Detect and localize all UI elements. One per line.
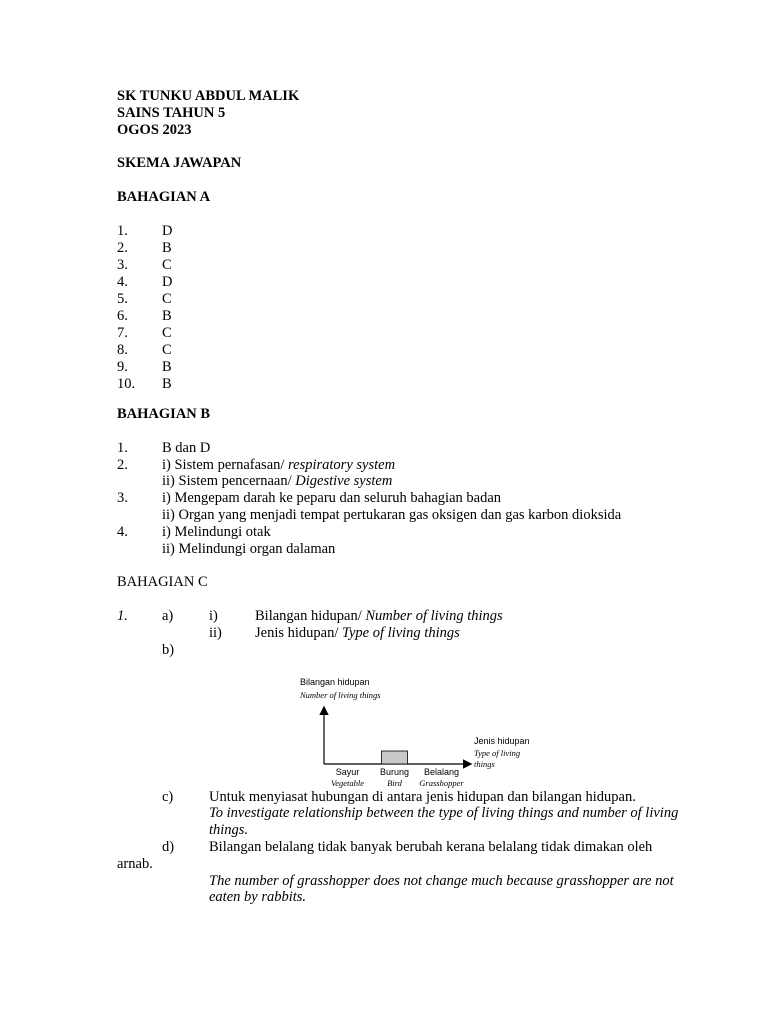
c-q1b-label: b): [162, 642, 175, 658]
section-a-number: 9.: [117, 359, 128, 375]
c-q1-number: 1.: [117, 608, 128, 624]
section-a-answer: C: [162, 342, 172, 358]
chart-category-label-english: Grasshopper: [419, 778, 464, 788]
chart-x-axis-label-english-line1: Type of living: [474, 748, 521, 758]
section-a-number: 7.: [117, 325, 128, 341]
chart-y-axis-label-english: Number of living things: [300, 690, 381, 700]
chart-x-axis-label-english-line2: things: [474, 759, 495, 769]
section-a-answer: B: [162, 308, 172, 324]
b-q2-line2: [162, 473, 392, 490]
section-a-number: 5.: [117, 291, 128, 307]
section-a-answer: B: [162, 376, 172, 392]
section-a-heading: BAHAGIAN A: [117, 189, 211, 205]
section-a-answer: C: [162, 257, 172, 273]
chart-marks: [331, 751, 464, 788]
section-a-number: 10.: [117, 376, 136, 392]
c-q1c-label: c): [162, 789, 174, 805]
section-a-answer: D: [162, 223, 173, 239]
section-a-answer: B: [162, 359, 172, 375]
section-a-answer: C: [162, 325, 172, 341]
section-a-number: 8.: [117, 342, 128, 358]
chart-bar: [382, 751, 408, 764]
c-q1c-malay: Untuk menyiasat hubungan di antara jenis hidupan dan bilangan hidupan.: [209, 789, 636, 805]
section-a-answer: B: [162, 240, 172, 256]
date-line: OGOS 2023: [117, 122, 192, 138]
c-q1a-i-english: Number of living things: [365, 608, 503, 624]
b-q4-line1: i) Melindungi otak: [162, 524, 271, 540]
school-name: SK TUNKU ABDUL MALIK: [117, 88, 300, 104]
chart-category-label-english: Bird: [387, 778, 402, 788]
section-a-number: 4.: [117, 274, 128, 290]
b-q2-line2-english: Digestive system: [295, 473, 393, 489]
chart-category-label: Burung: [379, 767, 410, 777]
c-q1a-i-answer: [255, 608, 503, 625]
b-q2-line2-malay: ii) Sistem pencernaan/: [162, 473, 296, 489]
b-q2-line1-malay: i) Sistem pernafasan/: [162, 457, 289, 473]
b-q2-line1-english: respiratory system: [288, 457, 396, 473]
chart-category-label: Sayur: [335, 767, 360, 777]
section-b-heading: BAHAGIAN B: [117, 406, 211, 422]
b-q3-line2: ii) Organ yang menjadi tempat pertukaran gas oksigen dan gas karbon dioksida: [162, 507, 622, 523]
subject-line: SAINS TAHUN 5: [117, 105, 226, 121]
section-c-heading: BAHAGIAN C: [117, 574, 208, 590]
b-q1-answer: B dan D: [162, 440, 211, 456]
section-a-answer: D: [162, 274, 173, 290]
b-q3-number: 3.: [117, 490, 128, 506]
section-a-answer: C: [162, 291, 172, 307]
c-q1d-malay-line2: arnab.: [117, 856, 153, 872]
document-title: SKEMA JAWAPAN: [117, 155, 242, 171]
section-a-number: 2.: [117, 240, 128, 256]
c-q1d-english-line2: eaten by rabbits.: [209, 889, 307, 905]
c-q1d-english-line1: The number of grasshopper does not change much because grasshopper are not: [209, 873, 674, 889]
chart-y-axis-label: Bilangan hidupan: [300, 677, 370, 687]
c-q1a-ii-answer: [255, 625, 460, 642]
section-a-number: 6.: [117, 308, 128, 324]
b-q4-line2: ii) Melindungi organ dalaman: [162, 541, 336, 557]
section-a-number: 1.: [117, 223, 128, 239]
c-q1a-ii-english: Type of living things: [342, 625, 460, 641]
bar-chart-svg: [290, 672, 550, 792]
c-q1a-ii-label: ii): [209, 625, 222, 641]
c-q1a-i-label: i): [209, 608, 218, 624]
c-q1a-i-malay: Bilangan hidupan/: [255, 608, 366, 624]
chart-category-label-english: Vegetable: [330, 778, 365, 788]
c-q1c-english-line2: things.: [209, 822, 249, 838]
c-q1a-ii-malay: Jenis hidupan/: [255, 625, 342, 641]
bar-chart-living-things: [290, 672, 550, 792]
c-q1d-label: d): [162, 839, 175, 855]
c-q1c-english-line1: To investigate relationship between the type of living things and number of living: [209, 805, 679, 821]
chart-category-label: Belalang: [423, 767, 460, 777]
c-q1a-label: a): [162, 608, 174, 624]
b-q4-number: 4.: [117, 524, 128, 540]
b-q2-line1: [162, 457, 395, 474]
c-q1d-malay-line1: Bilangan belalang tidak banyak berubah kerana belalang tidak dimakan oleh: [209, 839, 653, 855]
b-q2-number: 2.: [117, 457, 128, 473]
b-q3-line1: i) Mengepam darah ke peparu dan seluruh bahagian badan: [162, 490, 502, 506]
b-q1-number: 1.: [117, 440, 128, 456]
section-a-number: 3.: [117, 257, 128, 273]
chart-x-axis-label: Jenis hidupan: [474, 736, 530, 746]
